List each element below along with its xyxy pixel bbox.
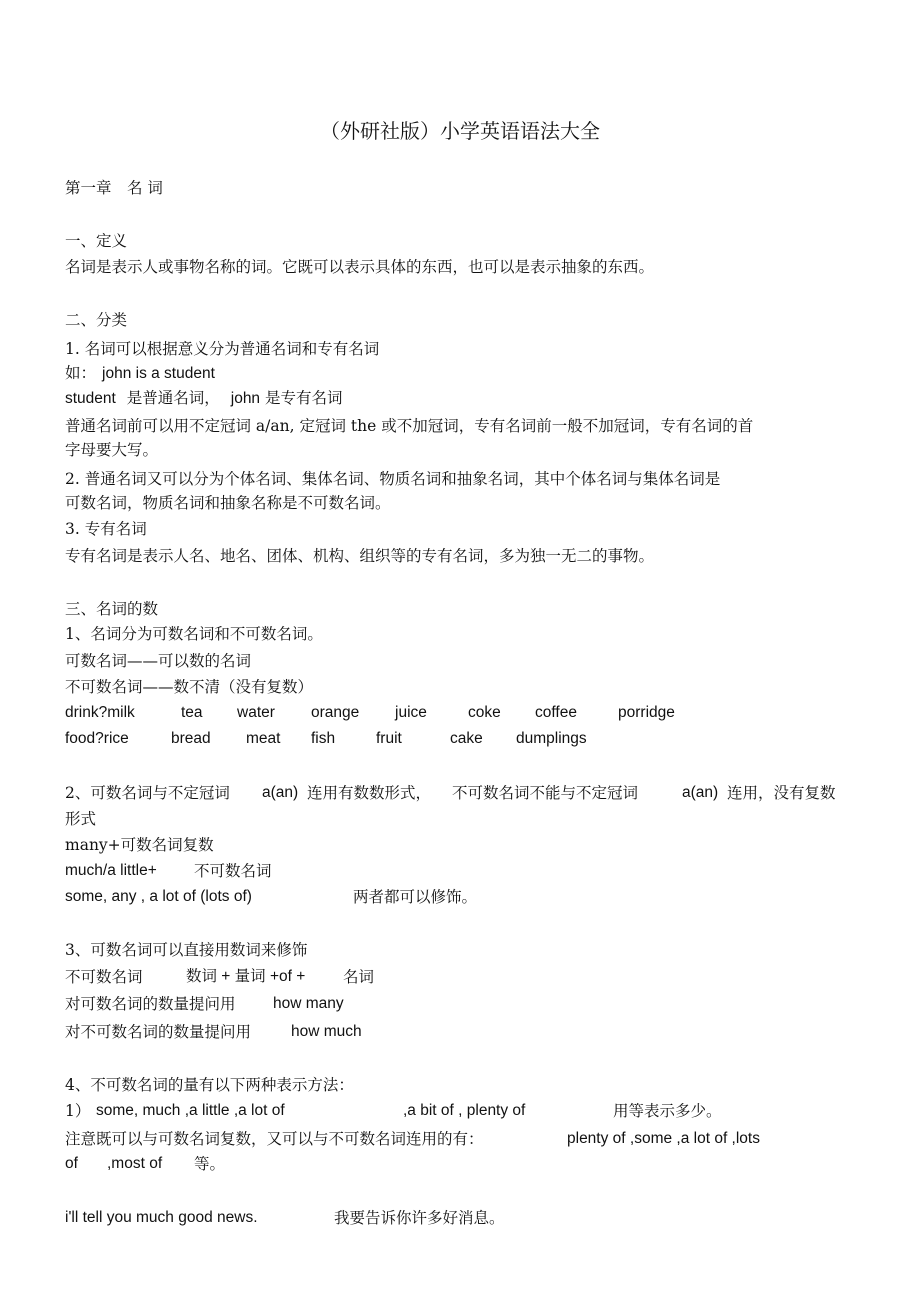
question-uncountable-phrase: how much [291, 1023, 362, 1040]
both-usage-etc: 等。 [194, 1155, 226, 1173]
list-item: cake [450, 730, 483, 747]
question-countable-phrase: how many [273, 995, 344, 1012]
point-2-part-d: 不可数名词不能与不定冠词 [452, 784, 639, 802]
formula-subject: 不可数名词 [65, 968, 143, 986]
example-sentence: john is a student [102, 365, 215, 382]
point-2-part-f: 连用，没有复数 [727, 784, 836, 802]
proper-noun-text: 专有名词是表示人名、地名、团体、机构、组织等的专有名词，多为独一无二的事物。 [65, 547, 655, 565]
note-proper: 是专有名词 [265, 389, 343, 407]
note-common: 是普通名词， [126, 389, 220, 407]
both-usage-of: of [65, 1155, 78, 1172]
list-item: tea [181, 704, 203, 721]
common-noun-rule-l1: 普通名词前可以用不定冠词 a/an, 定冠词 the 或不加冠词，专有名词前一般不加冠词，专有名词的首 [65, 417, 754, 435]
number-point-4: 4、不可数名词的量有以下两种表示方法： [65, 1076, 354, 1094]
both-usage-note-l2 [65, 1154, 465, 1174]
list-item: fish [311, 730, 336, 747]
list-item: coffee [535, 704, 577, 721]
uncountable-definition: 不可数名词——数不清（没有复数） [65, 678, 314, 696]
number-point-1: 1、名词分为可数名词和不可数名词。 [65, 625, 323, 643]
much-rule-target: 不可数名词 [194, 862, 272, 880]
question-uncountable [65, 1022, 465, 1042]
classification-point-1: 1. 名词可以根据意义分为普通名词和专有名词 [65, 340, 380, 358]
document-title: （外研社版）小学英语语法大全 [320, 119, 600, 143]
list-item: dumplings [516, 730, 587, 747]
question-uncountable-text: 对不可数名词的数量提问用 [65, 1023, 252, 1041]
point-2-part-a: 2、可数名词与不定冠词 [65, 784, 230, 802]
both-usage-text: 注意既可以与可数名词复数，又可以与不可数名词连用的有： [65, 1130, 484, 1148]
classification-point-3: 3. 专有名词 [65, 520, 147, 538]
classification-point-2-l1: 2. 普通名词又可以分为个体名词、集体名词、物质名词和抽象名词，其中个体名词与集体名词是 [65, 470, 721, 488]
list-item: orange [311, 704, 360, 721]
method-1 [65, 1101, 785, 1121]
question-countable-text: 对可数名词的数量提问用 [65, 995, 236, 1013]
example-line [65, 363, 215, 384]
list-item: food?rice [65, 730, 129, 747]
list-item: drink?milk [65, 704, 135, 721]
countable-definition: 可数名词——可以数的名词 [65, 652, 252, 670]
formula-noun: 名词 [343, 968, 375, 986]
some-rule-phrase: some, any , a lot of (lots of) [65, 888, 252, 905]
point-2-article-a: a(an) [262, 784, 299, 801]
list-item: water [237, 704, 275, 721]
number-point-2-l1 [65, 783, 855, 803]
method-1-index: 1） [65, 1102, 91, 1120]
common-noun-rule-l2: 字母要大写。 [65, 441, 159, 459]
example-news [65, 1208, 625, 1228]
method-1-words-a: some, much ,a little ,a lot of [96, 1102, 285, 1119]
number-point-3: 3、可数名词可以直接用数词来修饰 [65, 941, 308, 959]
both-usage-most-of: ,most of [107, 1155, 163, 1172]
section-heading-definition: 一、定义 [65, 232, 128, 250]
formula-expression: 数词 + 量词 +of + [186, 968, 306, 985]
number-point-2-l2: 形式 [65, 810, 97, 828]
method-1-note: 用等表示多少。 [613, 1102, 722, 1120]
list-item: juice [395, 704, 427, 721]
note-word-john: john [230, 390, 261, 407]
point-2-article-b: a(an) [682, 784, 719, 801]
list-item: porridge [618, 704, 675, 721]
section-heading-classification: 二、分类 [65, 311, 128, 329]
some-rule [65, 887, 565, 907]
question-countable [65, 994, 465, 1014]
method-1-words-b: ,a bit of , plenty of [403, 1102, 526, 1119]
noun-type-note [65, 388, 343, 409]
both-usage-words: plenty of ,some ,a lot of ,lots [567, 1130, 760, 1147]
many-rule: many+可数名词复数 [65, 836, 214, 854]
uncountable-formula [65, 967, 465, 987]
example-label: 如： [65, 364, 97, 382]
list-item: fruit [376, 730, 402, 747]
note-word-student: student [65, 390, 116, 407]
much-rule-phrase: much/a little+ [65, 862, 157, 879]
both-usage-note [65, 1129, 825, 1149]
example-news-english: i'll tell you much good news. [65, 1209, 258, 1226]
list-item: meat [246, 730, 281, 747]
section-heading-number: 三、名词的数 [65, 600, 159, 618]
example-news-chinese: 我要告诉你许多好消息。 [334, 1209, 505, 1227]
point-2-part-c: 连用有数数形式， [307, 784, 432, 802]
list-item: coke [468, 704, 501, 721]
much-rule [65, 861, 465, 881]
chapter-heading: 第一章 名 词 [65, 179, 163, 197]
list-item: bread [171, 730, 211, 747]
classification-point-2-l2: 可数名词，物质名词和抽象名称是不可数名词。 [65, 494, 391, 512]
definition-text: 名词是表示人或事物名称的词。它既可以表示具体的东西，也可以是表示抽象的东西。 [65, 258, 655, 276]
some-rule-note: 两者都可以修饰。 [353, 888, 478, 906]
